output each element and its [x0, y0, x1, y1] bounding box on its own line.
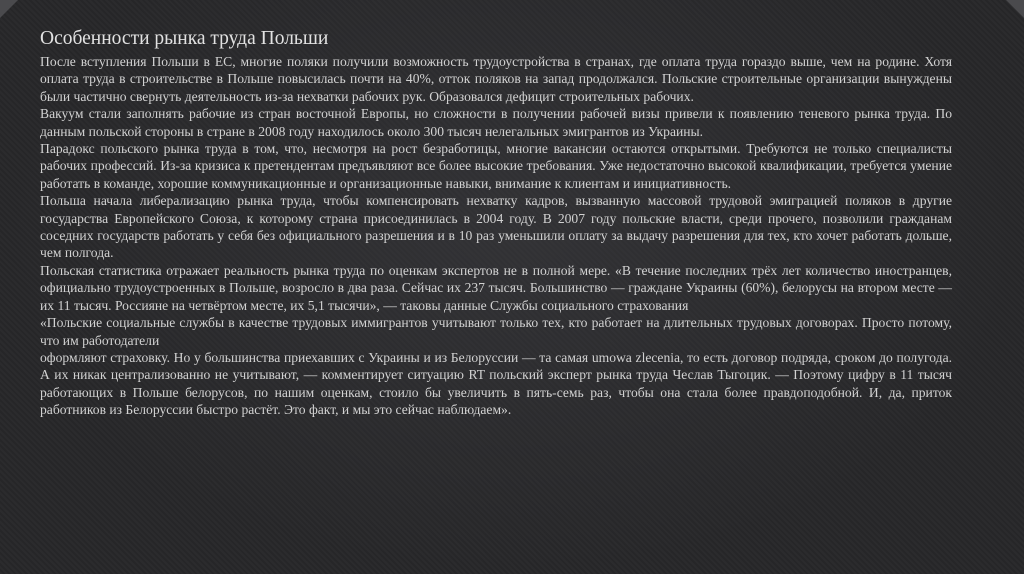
paragraph-eu-accession: После вступления Польши в ЕС, многие поляки получили возможность трудоустройства в странах, где оплата труда гораздо выше, чем на родине. Хотя оплата труда в строительстве в Польше повысилась почти на 40%, отток поляков на запад продолжался. Польские строительные организации вынуждены были частично свернуть деятельность из-за нехватки рабочих рук. Образовался дефицит строительных рабочих.	[40, 54, 952, 104]
corner-decoration-top-left	[0, 0, 18, 18]
slide-title: Особенности рынка труда Польши	[40, 28, 329, 49]
paragraph-liberalization: Польша начала либерализацию рынка труда, чтобы компенсировать нехватку кадров, вызванную массовой трудовой эмиграцией поляков в другие государства Европейского Союза, к которому страна присоединилась в 2004 году. В 2007 году польские власти, среди прочего, позволили гражданам соседних государств работать у себя без официального разрешения и в 10 раз уменьшили оплату за выдачу разрешения для тех, кто хочет работать дольше, чем полгода.	[40, 193, 952, 261]
paragraph-paradox: Парадокс польского рынка труда в том, что, несмотря на рост безработицы, многие вакансии остаются открытыми. Требуются не только специалисты рабочих профессий. Из-за кризиса к претендентам предъявляют все более высокие требования. Уже недостаточно высокой квалификации, требуется умение работать в команде, хорошие коммуникационные и организационные навыки, внимание к клиентам и инициативность.	[40, 141, 952, 191]
paragraph-social-services: «Польские социальные службы в качестве трудовых иммигрантов учитывают только тех, кто работает на длительных трудовых договорах. Просто потому, что им работодатели	[40, 315, 952, 348]
paragraph-expert-comment: оформляют страховку. Но у большинства приехавших с Украины и из Белоруссии — та самая umowa zlecenia, то есть договор подряда, сроком до полугода. А их никак централизованно не учитывают, — комментирует ситуацию RT польский эксперт рынка труда Чеслав Тыгоцик. — Поэтому цифру в 11 тысяч работающих в Польше белорусов, по нашим оценкам, стоило бы увеличить в пять-семь раз, чтобы она стала более правдоподобной. И, да, приток работников из Белоруссии быстро растёт. Это факт, и мы это сейчас наблюдаем».	[40, 349, 952, 418]
paragraph-statistics: Польская статистика отражает реальность рынка труда по оценкам экспертов не в полной мере. «В течение последних трёх лет количество иностранцев, официально трудоустроенных в Польше, возросло в два раза. Сейчас их 237 тысяч. Большинство — граждане Украины (60%), белорусы на втором месте — их 11 тысяч. Россияне на четвёртом месте, их 5,1 тысячи», — таковы данные Службы социального страхования	[40, 262, 952, 313]
paragraph-shadow-market: Вакуум стали заполнять рабочие из стран восточной Европы, но сложности в получении рабочей визы привели к появлению теневого рынка труда. По данным польской стороны в стране в 2008 году находилось около 300 тысяч нелегальных эмигрантов из Украины.	[40, 106, 952, 139]
corner-decoration-top-right	[1006, 0, 1024, 18]
slide-content	[40, 28, 952, 419]
